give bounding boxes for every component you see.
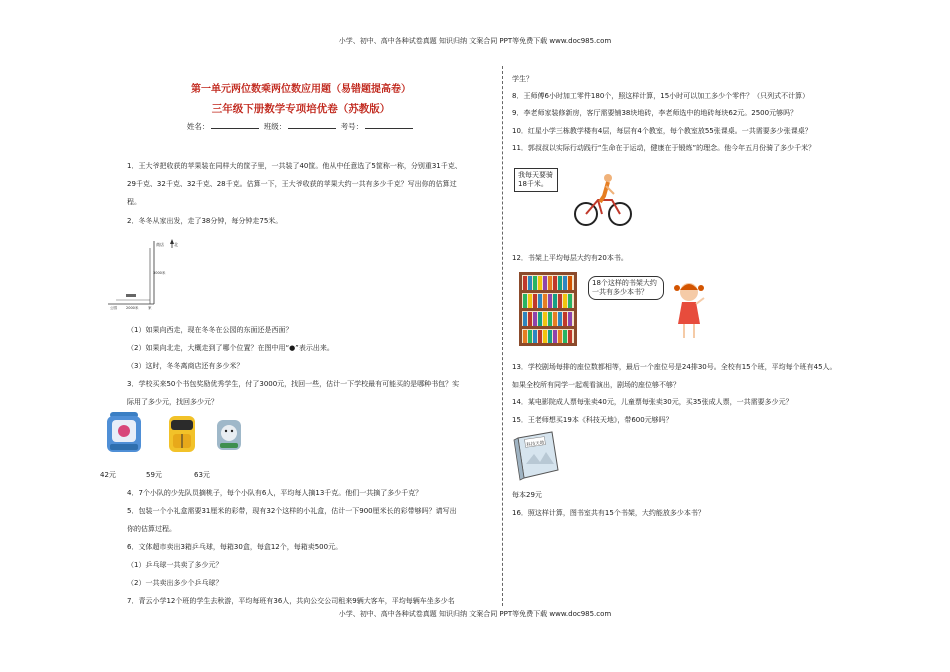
name-blank xyxy=(211,121,259,129)
q14-text: 14．某电影院成人票每张卖40元，儿童票每张卖30元，买35张成人票，一共需要多少元？ xyxy=(512,398,793,406)
q6-part2: （2）一共卖出多少个乒乓球？ xyxy=(127,579,223,587)
price-backpack-1: 42元 xyxy=(100,471,116,479)
map-store-label: 商店 xyxy=(156,242,164,247)
map-distance-vertical: 3000米 xyxy=(153,271,166,275)
map-north-label: 北 xyxy=(174,242,178,247)
route-map-diagram xyxy=(106,238,186,310)
q5-line1: 5．包装一个小礼盒需要31厘米的彩带，现有32个这样的小礼盒，估计一下900厘米长的彩带够吗？请写出 xyxy=(127,507,457,515)
q2-part3: （3）这时，冬冬离商店还有多少米？ xyxy=(127,362,244,370)
class-label: 班级： xyxy=(263,122,287,131)
q11-speech-bubble: 我每天要骑18千米。 xyxy=(514,168,558,192)
book-cover-title: 科技天地 xyxy=(526,440,545,449)
q6-text: 6．文体超市卖出3箱乒乓球，每箱30盒，每盒12个，每箱卖500元。 xyxy=(127,543,343,551)
price-backpack-2: 59元 xyxy=(146,471,162,479)
student-info-bar xyxy=(120,121,482,132)
backpack-cartoon-image xyxy=(214,418,244,452)
map-distance-horizontal: 2000米 xyxy=(126,306,139,310)
page-title: 第一单元两位数乘两位数应用题（易错题提高卷） xyxy=(191,84,411,95)
backpack-blue-image xyxy=(104,410,148,456)
number-blank xyxy=(365,121,413,129)
cyclist-image xyxy=(572,172,634,228)
q2-text: 2．冬冬从家出发，走了38分钟，每分钟走75米。 xyxy=(127,217,283,225)
map-park-label: 公园 xyxy=(110,306,117,310)
q5-line2: 你的估算过程。 xyxy=(127,525,176,533)
q3-line1: 3．学校买来50个书包奖励优秀学生，付了3000元，找回一些，估计一下学校最有可能买的是哪种书包？实 xyxy=(127,380,460,388)
q2-part2: （2）如果向北走，大概走到了哪个位置？在图中用“●”表示出来。 xyxy=(127,344,334,352)
backpack-yellow-image xyxy=(165,414,199,454)
q9-text: 9．李老师家装修新房，客厅需要铺38块地砖，李老师选中的地砖每块62元。2500元够吗？ xyxy=(512,109,798,117)
map-home-label: 家 xyxy=(148,306,152,310)
page-subtitle: 三年级下册数学专项培优卷（苏教版） xyxy=(211,103,391,115)
name-label: 姓名： xyxy=(186,122,210,131)
q13-line1: 13．学校剧场每排的座位数都相等，最后一个座位号是24排30号。全校有15个班，平均每个班有45人。 xyxy=(512,363,837,371)
q7-text: 7．青云小学12个班的学生去秋游，平均每班有36人，共向公交公司租来9辆大客车，平均每辆车坐多少名 xyxy=(127,597,455,605)
q2-part1: （1）如果向西走，现在冬冬在公园的东面还是西面？ xyxy=(127,326,293,334)
price-backpack-3: 63元 xyxy=(194,471,210,479)
q1-line3: 程。 xyxy=(127,198,141,206)
science-book-image xyxy=(512,430,564,482)
number-label: 考号： xyxy=(340,122,364,131)
q3-line2: 际用了多少元，找回多少元？ xyxy=(127,398,218,406)
page-footer: 小学、初中、高中各种试卷真题 知识归纳 文案合同 PPT等免费下载 www.doc985.com xyxy=(338,610,612,618)
q12-text: 12．书架上平均每层大约有20本书。 xyxy=(512,254,628,262)
column-divider xyxy=(502,66,503,606)
q6-part1: （1）乒乓球一共卖了多少元？ xyxy=(127,561,223,569)
class-blank xyxy=(288,121,336,129)
q15-text: 15．王老师想买19本《科技天地》，带600元够吗？ xyxy=(512,416,673,424)
q1-line2: 29千克、32千克、32千克、28千克。估算一下，王大爷收获的苹果大约一共有多少千克？写出你的估算过 xyxy=(127,180,457,188)
q8-text: 8．王师傅6小时加工零件180个，照这样计算，15小时可以加工多少个零件？（只列式不计算） xyxy=(512,92,810,100)
q11-text: 11．郭叔叔以实际行动践行“生命在于运动，健康在于锻炼”的理念。他今年五月份骑了多少千米？ xyxy=(512,144,816,152)
q15-price: 每本29元 xyxy=(512,491,542,499)
q16-text: 16．照这样计算，图书室共有15个书架，大约能放多少本书？ xyxy=(512,509,705,517)
girl-image xyxy=(672,280,706,342)
bookshelf-image xyxy=(519,272,577,346)
q4-text: 4．7个小队的少先队员摘桃子，每个小队有6人，平均每人摘13千克。他们一共摘了多少千克？ xyxy=(127,489,423,497)
q13-line2: 如果全校所有同学一起观看演出，剧场的座位够不够？ xyxy=(512,381,680,389)
page-header: 小学、初中、高中各种试卷真题 知识归纳 文案合同 PPT等免费下载 www.doc985.com xyxy=(338,37,612,45)
q1-line1: 1．王大爷把收获的苹果装在同样大的筐子里，一共装了40筐。他从中任意选了5筐称一称，分别重31千克、 xyxy=(127,162,462,170)
q10-text: 10．红星小学三栋教学楼有4层，每层有4个教室，每个教室放55张课桌。一共需要多少张课桌？ xyxy=(512,127,812,135)
q12-speech-bubble: 18个这样的书架大约一共有多少本书？ xyxy=(588,276,664,300)
q7-continuation: 学生？ xyxy=(512,75,533,83)
